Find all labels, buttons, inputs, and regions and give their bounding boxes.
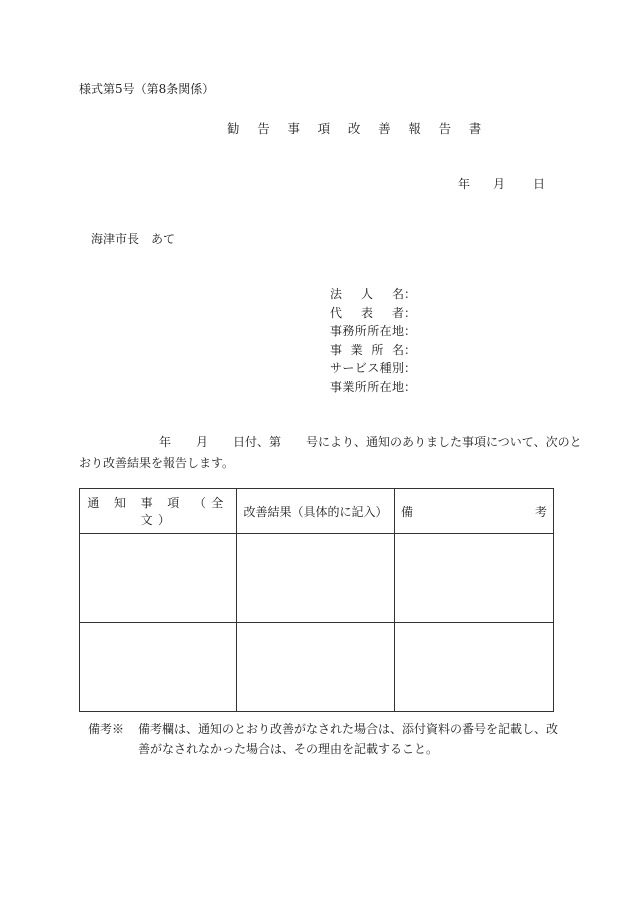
form-number: 様式第5号（第8条関係） <box>79 82 215 96</box>
reporter-row-facility-address <box>330 378 417 397</box>
addressee: 海津市長 あて <box>91 232 176 246</box>
improvement-report-table <box>79 488 554 712</box>
colon: ： <box>404 324 417 339</box>
colon: ： <box>404 361 417 376</box>
document-title: 勧 告 事 項 改 善 報 告 書 <box>227 121 489 136</box>
colon: ： <box>404 287 417 301</box>
body-month-label: 月 <box>196 435 209 449</box>
table-header-row <box>80 489 554 534</box>
service-type-label: サービス種別 <box>330 361 404 376</box>
remarks-note <box>88 719 558 759</box>
table-row <box>80 534 554 623</box>
facility-address-label: 事業所所在地 <box>330 379 404 394</box>
result-cell[interactable] <box>237 534 395 623</box>
body-line-2: おり改善結果を報告します。 <box>79 456 235 470</box>
office-address-label: 事務所所在地 <box>330 324 404 339</box>
colon: ： <box>404 342 417 357</box>
header-remarks-left: 備 <box>401 504 414 519</box>
note-line-1 <box>88 719 558 739</box>
body-day-prefix: 日付、第 <box>233 435 282 449</box>
reporter-row-office-address <box>330 322 417 341</box>
remarks-cell[interactable] <box>395 534 554 623</box>
representative-label: 代表者 <box>330 305 404 320</box>
date-line <box>458 175 545 192</box>
date-month-label: 月 <box>493 177 506 191</box>
report-body-text <box>79 432 582 474</box>
header-improvement-result: 改善結果（具体的に記入） <box>237 489 395 534</box>
reporter-row-representative <box>330 304 417 323</box>
remarks-cell[interactable] <box>395 623 554 712</box>
reporter-row-facility-name <box>330 341 417 360</box>
note-line-2: 善がなされなかった場合は、その理由を記載すること。 <box>138 742 439 756</box>
note-text-1: 備考欄は、通知のとおり改善がなされた場合は、添付資料の番号を記載し、改 <box>138 722 559 736</box>
notice-cell[interactable] <box>80 623 237 712</box>
note-label: 備考※ <box>88 722 125 736</box>
table-row <box>80 623 554 712</box>
date-year-label: 年 <box>458 177 471 191</box>
header-notice-items: 通 知 事 項 （全 文） <box>80 489 237 534</box>
body-line1-rest: 号により、通知のありました事項について、次のと <box>306 435 582 449</box>
date-day-label: 日 <box>533 177 546 191</box>
notice-cell[interactable] <box>80 534 237 623</box>
header-remarks-right: 考 <box>534 504 547 519</box>
reporter-row-service-type <box>330 359 417 378</box>
colon: ： <box>404 305 417 320</box>
colon: ： <box>404 379 417 394</box>
body-year-label: 年 <box>159 435 172 449</box>
header-remarks <box>395 489 554 534</box>
corporation-name-label: 法人名 <box>330 287 404 301</box>
facility-name-label: 事業所名 <box>330 342 404 357</box>
reporter-row-corporation <box>330 285 417 304</box>
reporter-info <box>330 285 417 397</box>
result-cell[interactable] <box>237 623 395 712</box>
body-line-1 <box>79 432 582 453</box>
